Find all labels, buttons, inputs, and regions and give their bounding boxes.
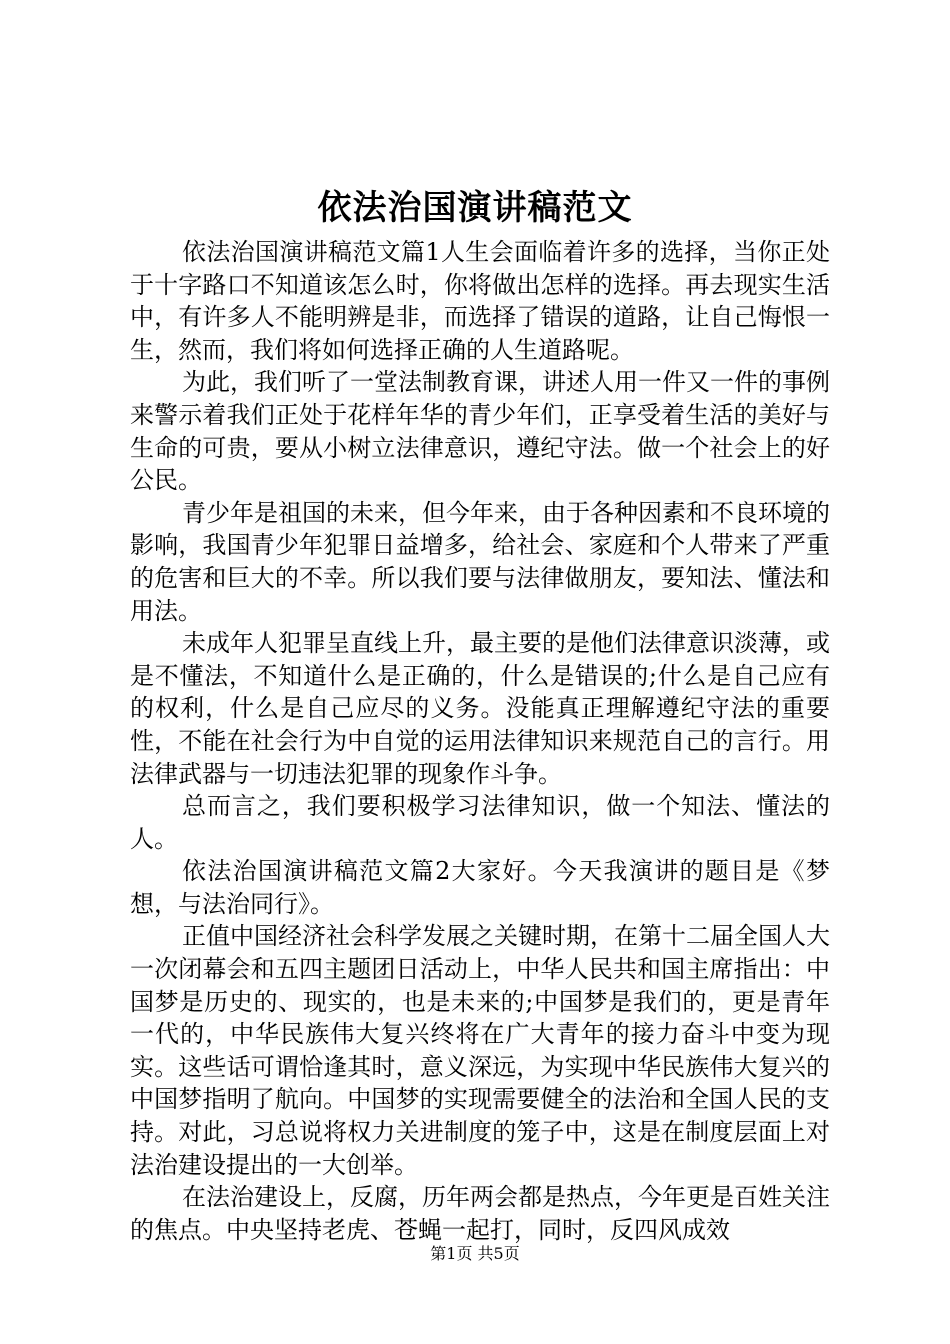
paragraph: 为此，我们听了一堂法制教育课，讲述人用一件又一件的事例来警示着我们正处于花样年华的青少年们，正享受着生活的美好与生命的可贵，要从小树立法律意识，遵纪守法。做一个社会上的好公民。 bbox=[130, 368, 830, 495]
paragraph: 青少年是祖国的未来，但今年来，由于各种因素和不良环境的影响，我国青少年犯罪日益增多，给社会、家庭和个人带来了严重的危害和巨大的不幸。所以我们要与法律做朋友，要知法、懂法和用法。 bbox=[130, 498, 830, 625]
paragraph: 在法治建设上，反腐，历年两会都是热点，今年更是百姓关注的焦点。中央坚持老虎、苍蝇一起打，同时，反四风成效 bbox=[130, 1183, 830, 1244]
document-title: 依法治国演讲稿范文 bbox=[317, 188, 633, 228]
page-number-footer: 第1页 共5页 bbox=[430, 1244, 520, 1263]
paragraph: 总而言之，我们要积极学习法律知识，做一个知法、懂法的人。 bbox=[130, 792, 830, 853]
paragraph: 正值中国经济社会科学发展之关键时期，在第十二届全国人大一次闭幕会和五四主题团日活动上，中华人民共和国主席指出：中国梦是历史的、现实的，也是未来的;中国梦是我们的，更是青年一代的，中华民族伟大复兴终将在广大青年的接力奋斗中变为现实。这些话可谓恰逢其时，意义深远，为实现中华民族伟大复兴的中国梦指明了航向。中国梦的实现需要健全的法治和全国人民的支持。对此，习总说将权力关进制度的笼子中，这是在制度层面上对法治建设提出的一大创举。 bbox=[130, 922, 830, 1179]
paragraph: 依法治国演讲稿范文篇2大家好。今天我演讲的题目是《梦想，与法治同行》。 bbox=[130, 857, 830, 918]
document-body bbox=[130, 236, 830, 1246]
paragraph: 依法治国演讲稿范文篇1人生会面临着许多的选择，当你正处于十字路口不知道该怎么时，你将做出怎样的选择。再去现实生活中，有许多人不能明辨是非，而选择了错误的道路，让自己悔恨一生，然而，我们将如何选择正确的人生道路呢。 bbox=[130, 238, 830, 364]
paragraph: 未成年人犯罪呈直线上升，最主要的是他们法律意识淡薄，或是不懂法，不知道什么是正确的，什么是错误的;什么是自己应有的权利，什么是自己应尽的义务。没能真正理解遵纪守法的重要性，不能在社会行为中自觉的运用法律知识来规范自己的言行。用法律武器与一切违法犯罪的现象作斗争。 bbox=[130, 629, 830, 788]
